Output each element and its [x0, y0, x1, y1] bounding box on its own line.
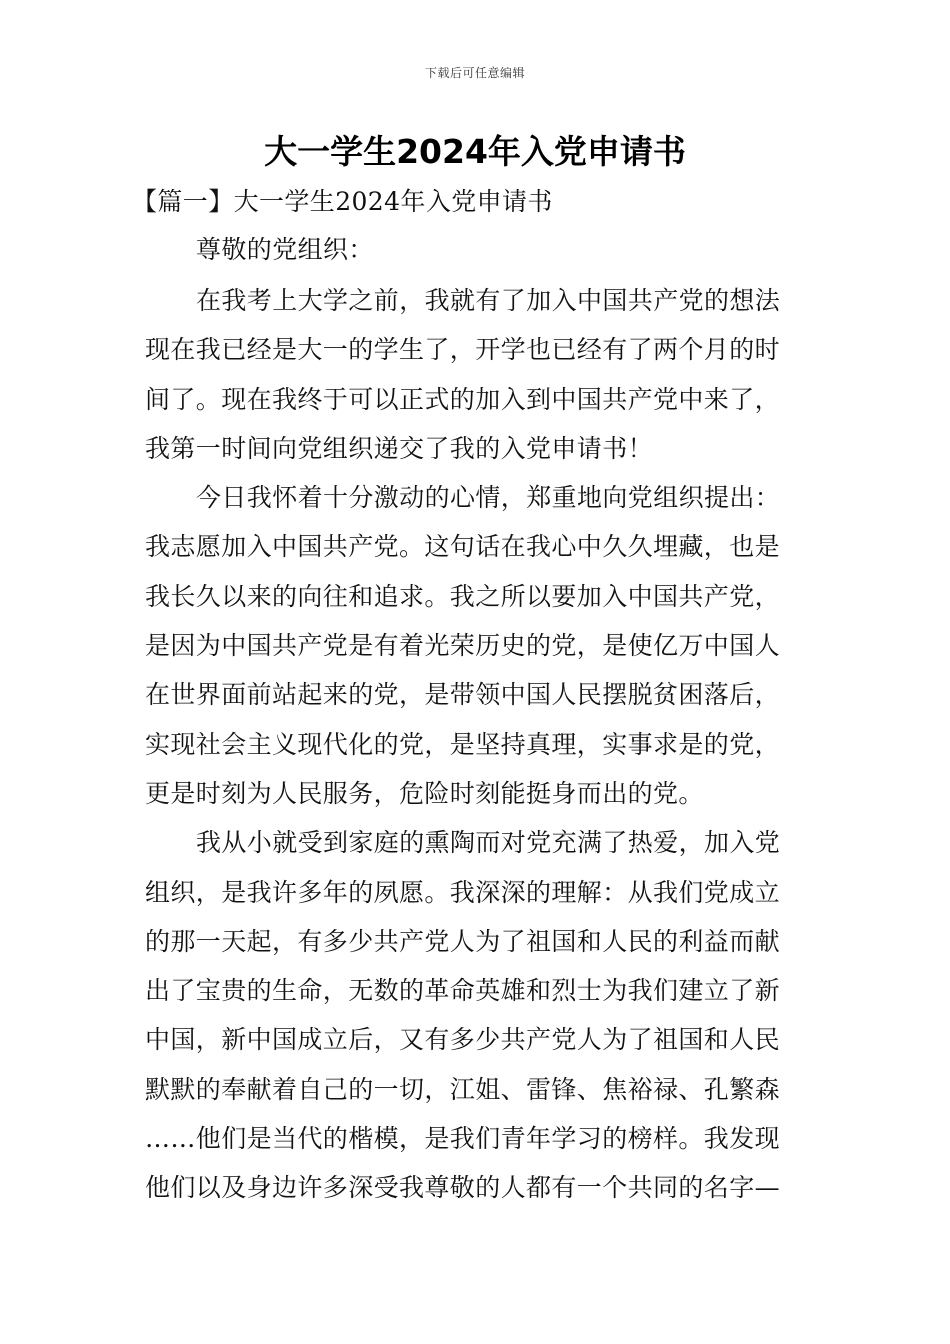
paragraph-line: 是因为中国共产党是有着光荣历史的党，是使亿万中国人 — [145, 631, 781, 661]
paragraph-line: 实现社会主义现代化的党，是坚持真理，实事求是的党， — [145, 729, 781, 759]
document-body — [132, 180, 810, 1213]
paragraph-line: 中国，新中国成立后，又有多少共产党人为了祖国和人民 — [145, 1025, 781, 1055]
paragraph-line: 在世界面前站起来的党，是带领中国人民摆脱贫困落后， — [145, 680, 781, 710]
paragraph-1 — [145, 276, 810, 473]
paragraph-line: 出了宝贵的生命，无数的革命英雄和烈士为我们建立了新 — [145, 976, 781, 1006]
paragraph-line: ……他们是当代的楷模，是我们青年学习的榜样。我发现 — [145, 1124, 781, 1154]
paragraph-2 — [145, 473, 810, 818]
paragraph-line: 在我考上大学之前，我就有了加入中国共产党的想法 — [196, 286, 781, 315]
paragraph-line: 组织，是我许多年的夙愿。我深深的理解：从我们党成立 — [145, 877, 781, 907]
paragraph-line: 他们以及身边许多深受我尊敬的人都有一个共同的名字— — [145, 1173, 781, 1203]
paragraph-line: 现在我已经是大一的学生了，开学也已经有了两个月的时 — [145, 335, 781, 365]
document-title: 大一学生2024年入党申请书 — [264, 132, 686, 171]
section-subtitle: 【篇一】大一学生2024年入党申请书 — [132, 187, 553, 216]
page-header-note: 下载后可任意编辑 — [424, 66, 525, 80]
paragraph-line: 默默的奉献着自己的一切，江姐、雷锋、焦裕禄、孔繁森 — [145, 1074, 781, 1104]
paragraph-line: 我从小就受到家庭的熏陶而对党充满了热爱，加入党 — [196, 828, 781, 858]
paragraph-line: 间了。现在我终于可以正式的加入到中国共产党中来了， — [145, 384, 781, 414]
paragraph-line: 更是时刻为人民服务，危险时刻能挺身而出的党。 — [145, 778, 704, 808]
salutation: 尊敬的党组织： — [196, 235, 374, 264]
paragraph-line: 我志愿加入中国共产党。这句话在我心中久久埋藏，也是 — [145, 532, 781, 562]
paragraph-line: 今日我怀着十分激动的心情，郑重地向党组织提出： — [196, 483, 781, 513]
paragraph-line: 的那一天起，有多少共产党人为了祖国和人民的利益而献 — [145, 926, 781, 956]
paragraph-3 — [145, 818, 810, 1212]
paragraph-line: 我第一时间向党组织递交了我的入党申请书！ — [145, 433, 654, 463]
paragraph-line: 我长久以来的向往和追求。我之所以要加入中国共产党， — [145, 581, 781, 611]
